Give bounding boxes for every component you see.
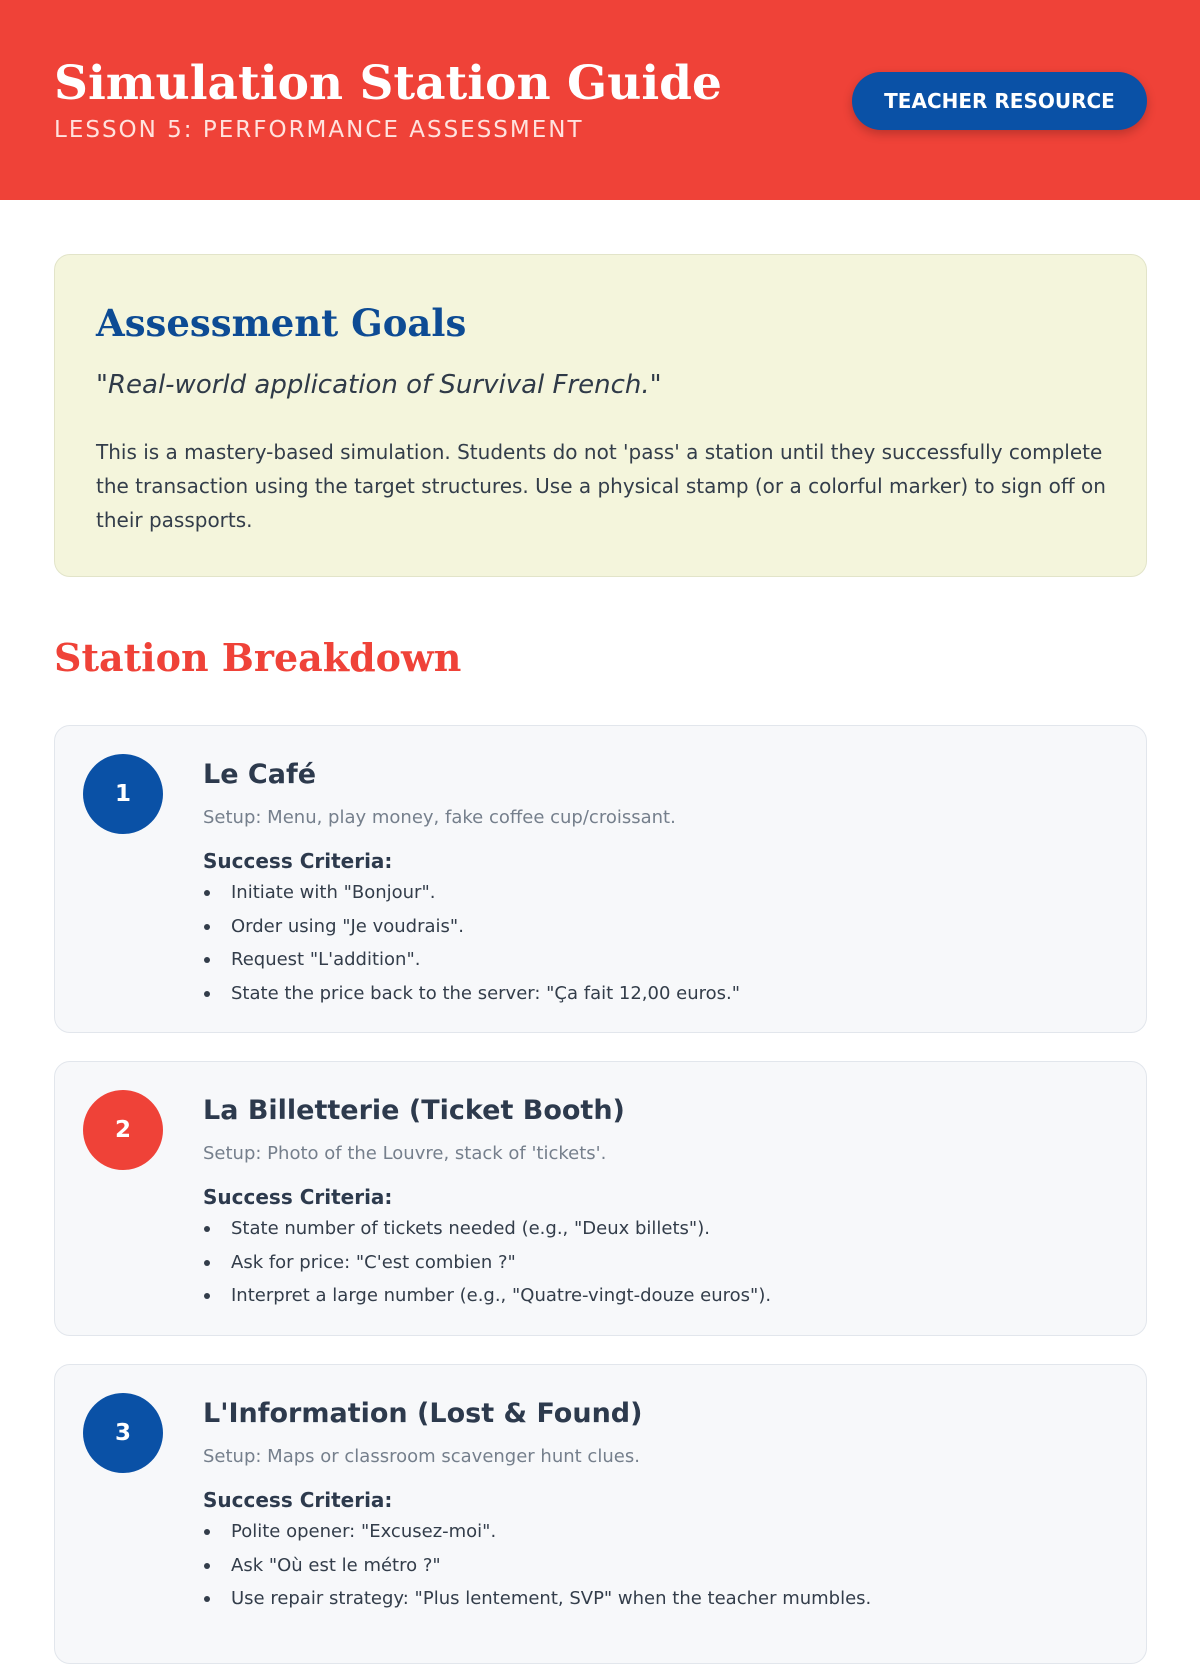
- station-number-badge: 3: [83, 1393, 163, 1473]
- goals-title: Assessment Goals: [96, 301, 467, 345]
- criteria-item: [203, 977, 740, 1011]
- page-title: Simulation Station Guide: [54, 56, 722, 111]
- bullet-icon: [204, 957, 210, 963]
- criteria-item: [203, 1549, 871, 1583]
- assessment-goals-card: [54, 254, 1147, 577]
- station-setup: Setup: Maps or classroom scavenger hunt clues.: [203, 1446, 640, 1467]
- bullet-icon: [204, 890, 210, 896]
- goals-description: This is a mastery-based simulation. Students do not 'pass' a station until they successfully complete the transaction using the target structures. Use a physical stamp (or a colorful marker) to sign off on their passports.: [96, 440, 1106, 532]
- bullet-icon: [204, 1226, 210, 1232]
- criteria-item: [203, 1246, 771, 1280]
- station-title: L'Information (Lost & Found): [203, 1398, 643, 1429]
- success-criteria-label: Success Criteria:: [203, 1488, 393, 1512]
- station-setup: Setup: Menu, play money, fake coffee cup/croissant.: [203, 807, 676, 828]
- criteria-text: Request "L'addition".: [231, 949, 421, 970]
- criteria-text: Ask "Où est le métro ?": [231, 1554, 441, 1576]
- station-setup: Setup: Photo of the Louvre, stack of 'tickets'.: [203, 1143, 607, 1164]
- page-header: [0, 0, 1200, 200]
- station-breakdown-heading: Station Breakdown: [54, 635, 462, 680]
- criteria-text: Interpret a large number (e.g., "Quatre-vingt-douze euros").: [231, 1285, 772, 1306]
- criteria-text: Ask for price: "C'est combien ?": [231, 1251, 516, 1273]
- station-card-information: [54, 1364, 1147, 1664]
- bullet-icon: [204, 1293, 210, 1299]
- bullet-icon: [204, 1260, 210, 1266]
- bullet-icon: [204, 991, 210, 997]
- criteria-item: [203, 1212, 771, 1246]
- criteria-item: [203, 1582, 871, 1616]
- criteria-item: [203, 943, 740, 977]
- success-criteria-label: Success Criteria:: [203, 1185, 393, 1209]
- success-criteria-label: Success Criteria:: [203, 849, 393, 873]
- success-criteria-list: [203, 876, 740, 1010]
- teacher-resource-badge: TEACHER RESOURCE: [852, 72, 1147, 130]
- bullet-icon: [204, 1596, 210, 1602]
- success-criteria-list: [203, 1212, 771, 1313]
- station-title: La Billetterie (Ticket Booth): [203, 1095, 625, 1126]
- goals-quote: "Real-world application of Survival French.": [96, 370, 662, 400]
- bullet-icon: [204, 1529, 210, 1535]
- criteria-item: [203, 1515, 871, 1549]
- criteria-text: State number of tickets needed (e.g., "Deux billets").: [231, 1218, 710, 1239]
- criteria-item: [203, 1279, 771, 1313]
- criteria-text: Use repair strategy: "Plus lentement, SVP" when the teacher mumbles.: [231, 1588, 872, 1609]
- bullet-icon: [204, 924, 210, 930]
- criteria-text: State the price back to the server: "Ça fait 12,00 euros.": [231, 982, 741, 1004]
- station-number-badge: 2: [83, 1090, 163, 1170]
- station-title: Le Café: [203, 759, 317, 790]
- station-card-billetterie: [54, 1061, 1147, 1336]
- criteria-text: Polite opener: "Excusez-moi".: [231, 1521, 497, 1542]
- criteria-text: Initiate with "Bonjour".: [231, 882, 436, 903]
- criteria-text: Order using "Je voudrais".: [231, 915, 464, 937]
- lesson-subtitle: LESSON 5: PERFORMANCE ASSESSMENT: [54, 117, 584, 143]
- criteria-item: [203, 876, 740, 910]
- bullet-icon: [204, 1563, 210, 1569]
- criteria-item: [203, 910, 740, 944]
- station-number-badge: 1: [83, 754, 163, 834]
- station-card-cafe: [54, 725, 1147, 1033]
- success-criteria-list: [203, 1515, 871, 1616]
